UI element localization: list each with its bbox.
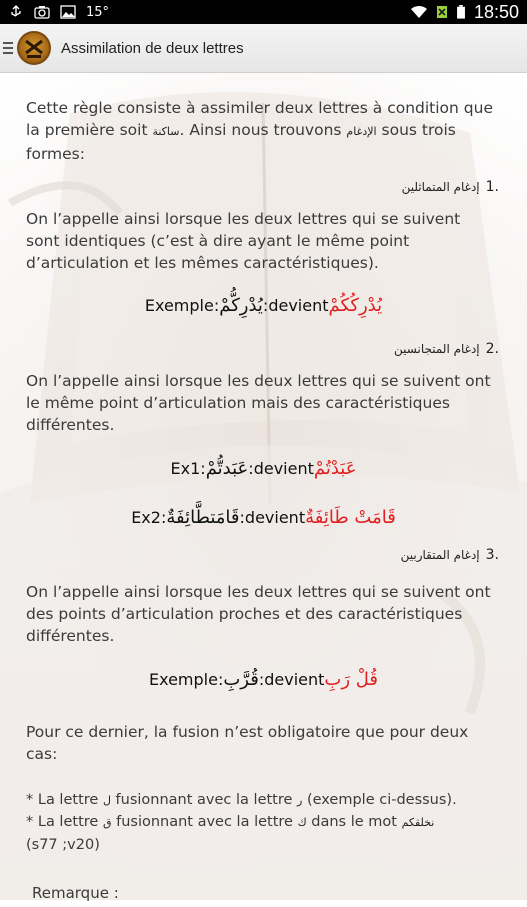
example-1-arabic-red: عَبَدْتُمْ [313,458,357,479]
example-2-arabic: قَامَتطَّائِفَةٌ [166,507,240,528]
page-title: Assimilation de deux lettres [61,39,244,57]
intro-text-3: sous trois formes: [26,121,456,163]
note-paragraph: Pour ce dernier, la fusion n’est obligatoire que pour deux cas: [26,723,469,763]
bullet-2-text-a: * La lettre [26,814,103,830]
action-bar [0,24,527,73]
example-2-arabic-red: قَامَتْ طَائِفَةٌ [305,507,396,528]
arabic-qaf: ق [102,816,112,829]
menu-icon[interactable] [3,42,13,54]
section-1-heading [402,179,499,195]
example-label: Exemple: [144,296,220,315]
section-3-number: 3. [485,547,499,563]
section-2-text: On l’appelle ainsi lorsque les deux lettres qui se suivent ont le même point d’articulation mais des caractéristiques différentes. [26,372,491,434]
example-arabic-red: يُدْرِكُكُمْ [328,295,383,316]
section-2-example-1 [0,458,527,479]
section-2-example-2 [0,507,527,528]
arabic-word: نخلقكم [401,816,435,829]
section-1-text: On l’appelle ainsi lorsque les deux lettres qui se suivent sont identiques (c’est à dire ayant le même point d’articulation et les mêmes caractéristiques). [26,210,461,272]
arabic-ra: ر [297,794,303,807]
example-1-label: Ex1: [170,459,206,478]
example-arabic-red: قُلْ رَبِ [324,669,378,690]
section-2-number: 2. [485,341,499,357]
wifi-icon [410,5,428,19]
section-3-heading [401,547,499,563]
example-arabic: يُدْرِكُّمْ [219,295,263,316]
arabic-lam: ل [102,794,111,807]
devient-label: :devient [258,670,325,689]
section-3-label: إدغام المتقاربين [400,548,480,562]
devient-label: :devient [262,296,329,315]
gallery-icon [60,5,76,19]
background-quran-illustration [0,73,527,900]
battery-icon [456,5,466,19]
example-label: Exemple: [148,670,224,689]
app-logo[interactable] [17,31,51,65]
intro-paragraph [26,97,496,165]
verse-reference: (s77 ;v20) [26,837,100,853]
section-3-example [0,669,527,690]
arabic-kaf: ك [297,816,307,829]
status-bar [0,0,527,24]
intro-text-2: . Ainsi nous trouvons [179,121,347,139]
note-bullet-1 [26,789,496,812]
clock: 18:50 [473,1,519,22]
usb-icon [8,5,24,19]
arabic-idgham: الإدغام [346,125,377,138]
section-2-label: إدغام المتجانسين [394,342,480,356]
arabic-sakina: ساكنة [152,125,180,138]
camera-icon [34,5,50,19]
intro-text-1: Cette règle consiste à assimiler deux lettres à condition que la première soit [26,99,493,139]
example-2-label: Ex2: [131,508,167,527]
section-1-number: 1. [485,179,499,195]
devient-label: :devient [239,508,306,527]
bullet-1-text-a: * La lettre [26,792,103,808]
section-1-label: إدغام المتماثلين [401,180,480,194]
example-1-arabic: عَبَدتُّمْ [205,458,249,479]
note-bullet-2 [26,811,496,856]
example-arabic: قُرَّبِ [223,669,259,690]
sim-icon [436,5,448,19]
section-1-example [0,295,527,316]
temperature: 15° [86,4,110,20]
bullet-1-text-c: (exemple ci-dessus). [302,792,457,808]
section-3-text: On l’appelle ainsi lorsque les deux lettres qui se suivent ont des points d’articulation proches et des caractéristiques différentes. [26,583,491,645]
section-2-heading [394,341,499,357]
remarque-heading-cut [32,879,122,891]
bullet-2-text-b: fusionnant avec la lettre [111,814,298,830]
bullet-1-text-b: fusionnant avec la lettre [110,792,298,808]
crossed-swords-icon [19,33,49,63]
content-area[interactable] [0,73,527,900]
devient-label: :devient [248,459,314,478]
bullet-2-text-c: dans le mot [306,814,402,830]
